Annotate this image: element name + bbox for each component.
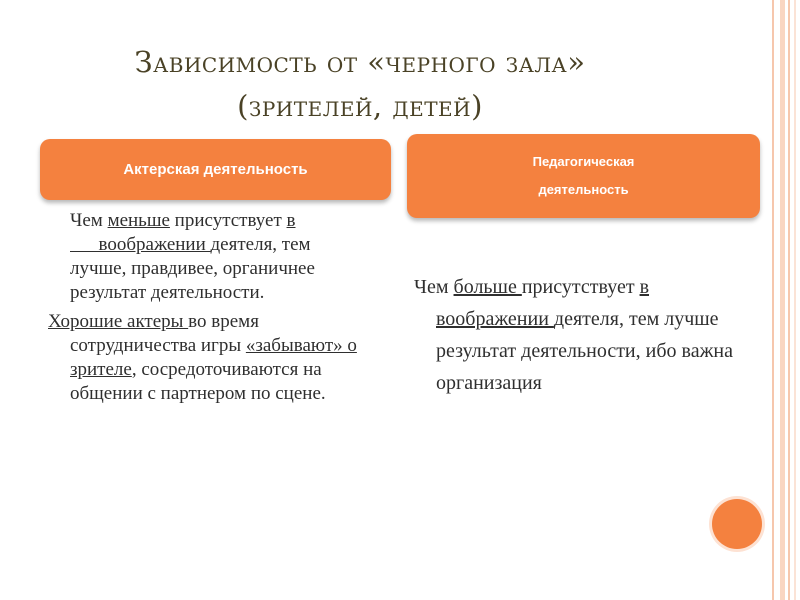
acting-activity-text bbox=[48, 209, 358, 406]
decorative-rule-2 bbox=[780, 0, 785, 600]
acting-activity-header bbox=[40, 139, 391, 200]
slide-title-line-2: (зрителей, детей) bbox=[237, 89, 483, 123]
decorative-circle bbox=[712, 499, 762, 549]
pedagogical-paragraph-1: Чем больше присутствует в воображении деятеля, тем лучше результат деятельности, ибо важна организация bbox=[414, 276, 733, 394]
pedagogical-header-line-1: Педагогическая bbox=[532, 154, 635, 169]
slide-title-line-1: Зависимость от «черного зала» bbox=[134, 45, 586, 79]
decorative-rule-4 bbox=[794, 0, 796, 600]
pedagogical-activity-header bbox=[407, 134, 760, 218]
decorative-rule-1 bbox=[772, 0, 774, 600]
acting-activity-header-label: Актерская деятельность bbox=[123, 161, 308, 178]
slide-title bbox=[40, 40, 680, 128]
decorative-rule-3 bbox=[788, 0, 790, 600]
acting-paragraph-2: Хорошие актеры во время сотрудничества игры «забывают» о зрителе, сосредоточиваются на общении с партнером по сцене. bbox=[48, 311, 357, 404]
pedagogical-activity-text bbox=[414, 271, 754, 399]
pedagogical-header-line-2: деятельность bbox=[538, 182, 629, 197]
acting-paragraph-1: Чем меньше присутствует в воображении деятеля, тем лучше, правдивее, органичнее результат деятельности. bbox=[70, 210, 315, 303]
